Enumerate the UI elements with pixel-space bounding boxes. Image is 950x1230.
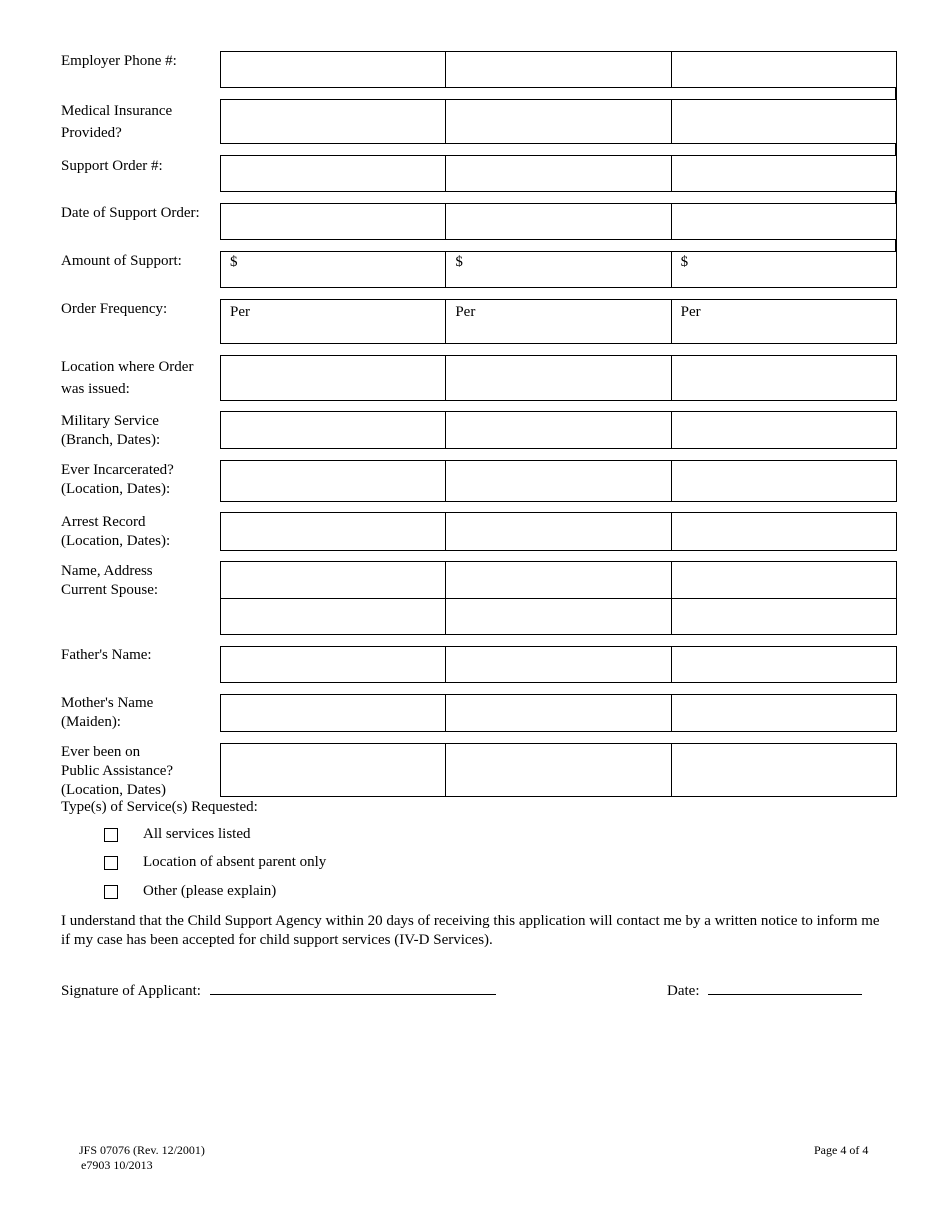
arrest-record-field[interactable] [221, 513, 445, 550]
checkbox-label-other: Other (please explain) [143, 883, 277, 899]
label-current-spouse: Name, Address Current Spouse: [61, 563, 159, 598]
per-prefix: Per [455, 304, 476, 320]
military-service-field[interactable] [671, 412, 896, 448]
checkbox-location-absent-parent[interactable] [104, 856, 118, 870]
employer-phone-field[interactable] [671, 52, 896, 87]
dollar-prefix: $ [680, 254, 689, 270]
fathers-name-field[interactable] [221, 647, 445, 682]
amount-of-support-field[interactable] [445, 252, 670, 287]
label-order-frequency: Order Frequency: [61, 301, 168, 317]
support-order-number-fields [220, 155, 897, 192]
support-order-number-field[interactable] [671, 156, 896, 191]
form-code: e7903 10/2013 [81, 1158, 153, 1172]
signature-label: Signature of Applicant: [61, 983, 201, 999]
amount-of-support-field[interactable] [671, 252, 896, 287]
dollar-prefix: $ [455, 254, 463, 270]
arrest-record-field[interactable] [671, 513, 896, 550]
checkbox-label-location-absent-parent: Location of absent parent only [143, 854, 327, 870]
page-number: Page 4 of 4 [814, 1143, 869, 1157]
location-order-issued-field[interactable] [445, 356, 670, 400]
employer-phone-field[interactable] [445, 52, 670, 87]
military-service-fields [220, 411, 897, 449]
location-order-issued-field[interactable] [221, 356, 445, 400]
label-date-of-support-order: Date of Support Order: [61, 205, 200, 221]
date-label: Date: [667, 983, 700, 999]
ever-incarcerated-fields [220, 460, 897, 502]
signature-row [61, 980, 496, 1001]
location-order-issued-field[interactable] [671, 356, 896, 400]
per-prefix: Per [680, 304, 701, 320]
date-row [667, 980, 862, 1001]
support-order-number-field[interactable] [221, 156, 445, 191]
public-assistance-field[interactable] [221, 744, 445, 796]
public-assistance-fields [220, 743, 897, 797]
date-of-support-order-field[interactable] [221, 204, 445, 239]
label-ever-incarcerated: Ever Incarcerated? (Location, Dates): [61, 462, 174, 497]
label-medical-insurance: Medical Insurance Provided? [61, 103, 173, 141]
public-assistance-field[interactable] [671, 744, 896, 796]
label-public-assistance: Ever been on Public Assistance? (Location, Dates) [61, 744, 174, 798]
fathers-name-fields [220, 646, 897, 683]
checkbox-label-all-services: All services listed [143, 826, 251, 842]
military-service-field[interactable] [445, 412, 670, 448]
location-order-issued-fields [220, 355, 897, 401]
spouse-name-field[interactable] [671, 562, 896, 598]
form-id: JFS 07076 (Rev. 12/2001) [79, 1143, 205, 1157]
date-line[interactable] [708, 980, 862, 995]
current-spouse-fields [220, 561, 897, 635]
label-location-order-issued: Location where Order was issued: [61, 359, 194, 397]
support-order-number-field[interactable] [445, 156, 670, 191]
spouse-name-field[interactable] [445, 562, 670, 598]
mothers-name-field[interactable] [221, 695, 445, 731]
ever-incarcerated-field[interactable] [221, 461, 445, 501]
label-arrest-record: Arrest Record (Location, Dates): [61, 514, 171, 549]
per-prefix: Per [230, 304, 250, 320]
label-support-order-number: Support Order #: [61, 158, 163, 174]
date-of-support-order-fields [220, 203, 897, 240]
label-military-service: Military Service (Branch, Dates): [61, 413, 161, 448]
employer-phone-field[interactable] [221, 52, 445, 87]
medical-insurance-fields [220, 99, 897, 144]
mothers-name-field[interactable] [445, 695, 670, 731]
amount-of-support-field[interactable] [221, 252, 445, 287]
date-of-support-order-field[interactable] [671, 204, 896, 239]
spouse-address-field[interactable] [671, 599, 896, 635]
label-mothers-name: Mother's Name (Maiden): [61, 695, 154, 730]
ever-incarcerated-field[interactable] [445, 461, 670, 501]
mothers-name-field[interactable] [671, 695, 896, 731]
order-frequency-field[interactable] [221, 300, 445, 343]
spouse-name-field[interactable] [221, 562, 445, 598]
military-service-field[interactable] [221, 412, 445, 448]
arrest-record-fields [220, 512, 897, 551]
spouse-address-field[interactable] [221, 599, 445, 635]
medical-insurance-field[interactable] [671, 100, 896, 143]
checkbox-all-services[interactable] [104, 828, 118, 842]
signature-line[interactable] [210, 980, 496, 995]
date-of-support-order-field[interactable] [445, 204, 670, 239]
arrest-record-field[interactable] [445, 513, 670, 550]
ever-incarcerated-field[interactable] [671, 461, 896, 501]
order-frequency-field[interactable] [445, 300, 670, 343]
dollar-prefix: $ [230, 254, 238, 270]
mothers-name-fields [220, 694, 897, 732]
spouse-address-field[interactable] [445, 599, 670, 635]
order-frequency-fields [220, 299, 897, 344]
label-amount-of-support: Amount of Support: [61, 253, 182, 269]
medical-insurance-field[interactable] [445, 100, 670, 143]
fathers-name-field[interactable] [445, 647, 670, 682]
fathers-name-field[interactable] [671, 647, 896, 682]
public-assistance-field[interactable] [445, 744, 670, 796]
checkbox-other[interactable] [104, 885, 118, 899]
amount-of-support-fields [220, 251, 897, 288]
agency-notice-statement: I understand that the Child Support Agency within 20 days of receiving this application will contact me by a written notice to inform me if my case has been accepted for child support services (IV-D Services). [61, 913, 880, 948]
medical-insurance-field[interactable] [221, 100, 445, 143]
order-frequency-field[interactable] [671, 300, 896, 343]
label-employer-phone: Employer Phone #: [61, 53, 177, 69]
services-heading: Type(s) of Service(s) Requested: [61, 799, 258, 815]
label-fathers-name: Father's Name: [61, 647, 152, 663]
employer-phone-fields [220, 51, 897, 88]
